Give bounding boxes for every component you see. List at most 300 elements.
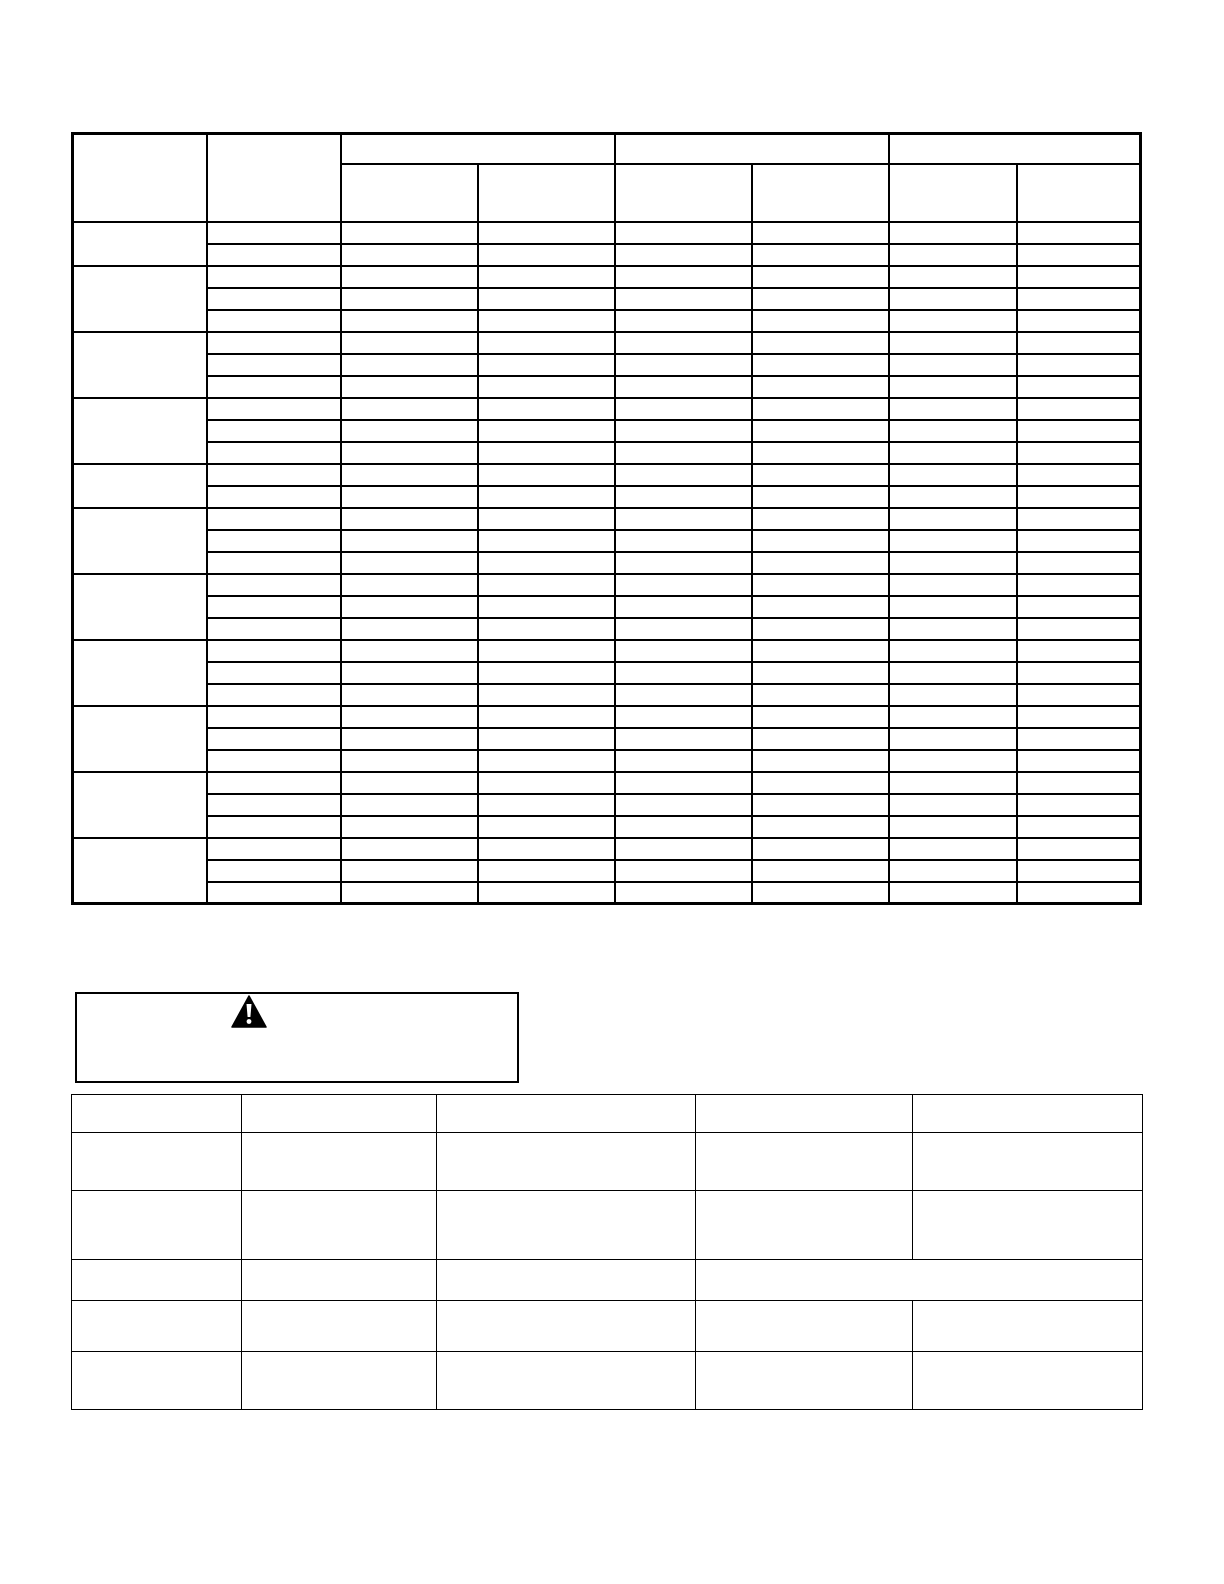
spec-cell	[752, 266, 889, 288]
spec-cell	[341, 750, 478, 772]
spec-cell	[341, 882, 478, 904]
spec-group-label	[73, 266, 207, 332]
spec-cell	[752, 882, 889, 904]
spec-subheader-cell	[889, 164, 1017, 222]
table-row	[72, 1260, 1143, 1301]
spec-cell	[207, 244, 341, 266]
spec-cell	[889, 398, 1017, 420]
spec-cell	[752, 332, 889, 354]
info-cell	[696, 1352, 913, 1410]
spec-cell	[1017, 772, 1141, 794]
spec-cell	[615, 816, 752, 838]
spec-cell	[1017, 222, 1141, 244]
spec-cell	[341, 222, 478, 244]
spec-cell	[341, 816, 478, 838]
spec-cell	[615, 618, 752, 640]
info-table	[71, 1094, 1143, 1410]
info-cell	[72, 1260, 242, 1301]
spec-cell	[1017, 310, 1141, 332]
spec-cell	[1017, 794, 1141, 816]
spec-header-cell	[73, 134, 207, 222]
spec-cell	[1017, 332, 1141, 354]
spec-cell	[478, 552, 615, 574]
spec-cell	[478, 706, 615, 728]
spec-cell	[752, 860, 889, 882]
warning-triangle-icon	[231, 995, 267, 1028]
info-cell	[72, 1133, 242, 1191]
spec-cell	[207, 640, 341, 662]
spec-cell	[1017, 508, 1141, 530]
spec-cell	[1017, 420, 1141, 442]
spec-subheader-cell	[1017, 164, 1141, 222]
info-cell	[437, 1260, 696, 1301]
spec-cell	[615, 508, 752, 530]
spec-cell	[1017, 442, 1141, 464]
spec-cell	[207, 574, 341, 596]
table-row	[73, 772, 1141, 794]
info-cell	[913, 1191, 1143, 1260]
spec-cell	[1017, 464, 1141, 486]
spec-cell	[615, 640, 752, 662]
spec-cell	[341, 706, 478, 728]
spec-cell	[207, 816, 341, 838]
spec-cell	[1017, 288, 1141, 310]
spec-cell	[207, 706, 341, 728]
table-row	[73, 530, 1141, 552]
spec-cell	[341, 552, 478, 574]
spec-cell	[207, 794, 341, 816]
spec-cell	[341, 508, 478, 530]
spec-cell	[207, 486, 341, 508]
spec-cell	[752, 420, 889, 442]
spec-cell	[615, 266, 752, 288]
spec-cell	[615, 530, 752, 552]
spec-cell	[752, 684, 889, 706]
info-cell	[913, 1095, 1143, 1133]
spec-cell	[478, 574, 615, 596]
table-row	[73, 596, 1141, 618]
spec-cell	[752, 310, 889, 332]
spec-cell	[752, 508, 889, 530]
table-row	[73, 728, 1141, 750]
table-row	[73, 464, 1141, 486]
spec-cell	[1017, 640, 1141, 662]
spec-group-label	[73, 398, 207, 464]
spec-table	[71, 132, 1142, 905]
spec-cell	[207, 684, 341, 706]
spec-cell	[478, 882, 615, 904]
spec-header-group	[889, 134, 1141, 164]
spec-cell	[207, 860, 341, 882]
table-row	[73, 860, 1141, 882]
spec-cell	[478, 244, 615, 266]
table-row	[73, 332, 1141, 354]
spec-cell	[1017, 266, 1141, 288]
info-cell	[72, 1301, 242, 1352]
spec-cell	[207, 420, 341, 442]
info-cell	[242, 1301, 437, 1352]
spec-cell	[207, 772, 341, 794]
spec-cell	[478, 596, 615, 618]
spec-cell	[1017, 376, 1141, 398]
spec-cell	[752, 794, 889, 816]
spec-cell	[615, 244, 752, 266]
spec-cell	[207, 838, 341, 860]
spec-cell	[478, 266, 615, 288]
spec-cell	[752, 662, 889, 684]
spec-cell	[478, 486, 615, 508]
info-cell	[696, 1301, 913, 1352]
spec-group-label	[73, 772, 207, 838]
info-cell	[913, 1133, 1143, 1191]
spec-cell	[341, 376, 478, 398]
spec-cell	[752, 464, 889, 486]
spec-cell	[615, 684, 752, 706]
spec-cell	[889, 464, 1017, 486]
spec-subheader-cell	[478, 164, 615, 222]
spec-cell	[615, 442, 752, 464]
spec-cell	[889, 508, 1017, 530]
spec-cell	[889, 640, 1017, 662]
spec-cell	[889, 376, 1017, 398]
spec-cell	[615, 354, 752, 376]
table-row	[73, 288, 1141, 310]
spec-cell	[341, 442, 478, 464]
table-row	[73, 442, 1141, 464]
spec-cell	[752, 552, 889, 574]
spec-cell	[615, 662, 752, 684]
table-row	[73, 222, 1141, 244]
spec-cell	[207, 618, 341, 640]
spec-cell	[341, 772, 478, 794]
spec-cell	[341, 618, 478, 640]
table-row	[73, 816, 1141, 838]
spec-cell	[207, 398, 341, 420]
spec-cell	[478, 288, 615, 310]
spec-cell	[207, 662, 341, 684]
spec-cell	[478, 728, 615, 750]
table-row	[73, 882, 1141, 904]
spec-cell	[615, 398, 752, 420]
spec-cell	[207, 530, 341, 552]
table-row	[73, 574, 1141, 596]
table-row	[73, 354, 1141, 376]
spec-subheader-cell	[341, 164, 478, 222]
spec-cell	[341, 794, 478, 816]
table-row	[73, 618, 1141, 640]
spec-cell	[615, 222, 752, 244]
spec-cell	[1017, 706, 1141, 728]
spec-cell	[207, 552, 341, 574]
spec-cell	[341, 574, 478, 596]
spec-cell	[889, 794, 1017, 816]
spec-cell	[478, 860, 615, 882]
table-row	[72, 1095, 1143, 1133]
spec-cell	[615, 420, 752, 442]
spec-cell	[752, 288, 889, 310]
spec-header-row	[73, 134, 1141, 164]
spec-cell	[752, 750, 889, 772]
spec-cell	[341, 420, 478, 442]
spec-cell	[615, 772, 752, 794]
spec-cell	[889, 354, 1017, 376]
spec-cell	[615, 728, 752, 750]
spec-cell	[341, 244, 478, 266]
spec-cell	[341, 354, 478, 376]
table-row	[73, 706, 1141, 728]
spec-cell	[478, 794, 615, 816]
table-row	[72, 1133, 1143, 1191]
spec-cell	[752, 816, 889, 838]
spec-cell	[478, 530, 615, 552]
spec-cell	[889, 288, 1017, 310]
table-row	[73, 794, 1141, 816]
table-row	[72, 1301, 1143, 1352]
spec-cell	[752, 376, 889, 398]
table-row	[73, 508, 1141, 530]
info-cell	[242, 1260, 437, 1301]
spec-cell	[889, 684, 1017, 706]
spec-cell	[1017, 662, 1141, 684]
spec-cell	[615, 596, 752, 618]
spec-cell	[889, 816, 1017, 838]
spec-cell	[889, 838, 1017, 860]
info-cell	[913, 1301, 1143, 1352]
spec-cell	[1017, 574, 1141, 596]
spec-cell	[207, 288, 341, 310]
info-cell	[72, 1095, 242, 1133]
spec-cell	[1017, 816, 1141, 838]
spec-cell	[478, 772, 615, 794]
table-row	[73, 376, 1141, 398]
spec-cell	[615, 288, 752, 310]
spec-cell	[889, 772, 1017, 794]
spec-cell	[478, 684, 615, 706]
spec-cell	[478, 332, 615, 354]
spec-cell	[752, 838, 889, 860]
spec-cell	[207, 222, 341, 244]
spec-cell	[752, 398, 889, 420]
spec-cell	[752, 618, 889, 640]
spec-cell	[341, 266, 478, 288]
spec-cell	[341, 464, 478, 486]
spec-group-label	[73, 640, 207, 706]
spec-cell	[478, 398, 615, 420]
table-row	[73, 486, 1141, 508]
spec-group-label	[73, 706, 207, 772]
spec-cell	[207, 266, 341, 288]
spec-group-label	[73, 838, 207, 904]
warning-box	[75, 992, 519, 1083]
spec-cell	[341, 838, 478, 860]
spec-cell	[615, 794, 752, 816]
spec-cell	[889, 222, 1017, 244]
table-row	[73, 684, 1141, 706]
spec-cell	[752, 486, 889, 508]
spec-subheader-cell	[752, 164, 889, 222]
info-cell	[242, 1133, 437, 1191]
spec-cell	[752, 574, 889, 596]
spec-group-label	[73, 574, 207, 640]
spec-cell	[615, 464, 752, 486]
spec-cell	[1017, 838, 1141, 860]
spec-cell	[889, 860, 1017, 882]
spec-subheader-cell	[615, 164, 752, 222]
spec-cell	[341, 332, 478, 354]
info-cell	[696, 1133, 913, 1191]
info-cell	[72, 1191, 242, 1260]
spec-cell	[478, 354, 615, 376]
spec-cell	[889, 552, 1017, 574]
spec-cell	[207, 310, 341, 332]
spec-cell	[478, 222, 615, 244]
spec-cell	[341, 596, 478, 618]
table-row	[73, 838, 1141, 860]
spec-cell	[478, 640, 615, 662]
spec-cell	[752, 772, 889, 794]
spec-cell	[341, 860, 478, 882]
spec-cell	[752, 530, 889, 552]
spec-cell	[1017, 750, 1141, 772]
table-row	[73, 244, 1141, 266]
info-cell	[437, 1133, 696, 1191]
spec-cell	[889, 244, 1017, 266]
spec-cell	[752, 354, 889, 376]
info-cell	[696, 1260, 1143, 1301]
spec-cell	[889, 574, 1017, 596]
table-row	[73, 310, 1141, 332]
info-cell	[437, 1352, 696, 1410]
spec-cell	[1017, 552, 1141, 574]
spec-cell	[341, 398, 478, 420]
spec-cell	[341, 486, 478, 508]
spec-cell	[1017, 486, 1141, 508]
spec-cell	[615, 750, 752, 772]
info-cell	[242, 1095, 437, 1133]
spec-cell	[615, 838, 752, 860]
info-cell	[696, 1095, 913, 1133]
table-row	[73, 266, 1141, 288]
spec-cell	[1017, 244, 1141, 266]
spec-cell	[341, 310, 478, 332]
spec-cell	[889, 486, 1017, 508]
spec-cell	[889, 266, 1017, 288]
spec-cell	[889, 662, 1017, 684]
info-cell	[696, 1191, 913, 1260]
spec-cell	[889, 882, 1017, 904]
table-row	[73, 640, 1141, 662]
spec-cell	[478, 618, 615, 640]
spec-cell	[341, 640, 478, 662]
spec-cell	[207, 354, 341, 376]
spec-header-cell	[207, 134, 341, 222]
spec-header-group	[615, 134, 889, 164]
spec-cell	[615, 486, 752, 508]
spec-cell	[478, 750, 615, 772]
spec-cell	[478, 442, 615, 464]
spec-cell	[752, 442, 889, 464]
spec-cell	[889, 332, 1017, 354]
spec-cell	[207, 728, 341, 750]
spec-cell	[1017, 530, 1141, 552]
spec-cell	[207, 508, 341, 530]
spec-cell	[478, 464, 615, 486]
spec-header-group	[341, 134, 615, 164]
info-cell	[437, 1301, 696, 1352]
info-cell	[437, 1095, 696, 1133]
spec-cell	[478, 662, 615, 684]
spec-cell	[615, 882, 752, 904]
spec-cell	[752, 706, 889, 728]
spec-cell	[207, 882, 341, 904]
spec-cell	[478, 838, 615, 860]
spec-cell	[1017, 398, 1141, 420]
spec-cell	[478, 508, 615, 530]
table-row	[73, 750, 1141, 772]
spec-cell	[478, 420, 615, 442]
spec-cell	[752, 596, 889, 618]
spec-cell	[889, 442, 1017, 464]
spec-cell	[615, 332, 752, 354]
spec-cell	[1017, 728, 1141, 750]
spec-cell	[889, 530, 1017, 552]
info-cell	[437, 1191, 696, 1260]
spec-cell	[615, 310, 752, 332]
spec-cell	[615, 574, 752, 596]
spec-cell	[752, 640, 889, 662]
info-cell	[913, 1352, 1143, 1410]
spec-group-label	[73, 464, 207, 508]
spec-cell	[1017, 860, 1141, 882]
table-row	[73, 398, 1141, 420]
spec-cell	[207, 442, 341, 464]
spec-cell	[207, 464, 341, 486]
spec-cell	[615, 552, 752, 574]
table-row	[72, 1352, 1143, 1410]
table-row	[73, 662, 1141, 684]
info-cell	[242, 1352, 437, 1410]
spec-cell	[615, 706, 752, 728]
spec-cell	[752, 244, 889, 266]
spec-cell	[341, 288, 478, 310]
spec-cell	[478, 310, 615, 332]
spec-cell	[1017, 882, 1141, 904]
spec-cell	[341, 530, 478, 552]
spec-group-label	[73, 222, 207, 266]
spec-cell	[889, 310, 1017, 332]
spec-cell	[1017, 684, 1141, 706]
spec-cell	[615, 376, 752, 398]
spec-cell	[615, 860, 752, 882]
spec-cell	[341, 684, 478, 706]
spec-cell	[478, 376, 615, 398]
spec-cell	[889, 596, 1017, 618]
table-row	[73, 420, 1141, 442]
spec-cell	[889, 618, 1017, 640]
spec-cell	[1017, 618, 1141, 640]
info-cell	[72, 1352, 242, 1410]
spec-cell	[207, 750, 341, 772]
spec-cell	[889, 728, 1017, 750]
spec-cell	[207, 596, 341, 618]
spec-cell	[478, 816, 615, 838]
table-row	[72, 1191, 1143, 1260]
spec-cell	[341, 662, 478, 684]
spec-cell	[1017, 354, 1141, 376]
spec-cell	[207, 332, 341, 354]
spec-cell	[889, 420, 1017, 442]
spec-cell	[207, 376, 341, 398]
